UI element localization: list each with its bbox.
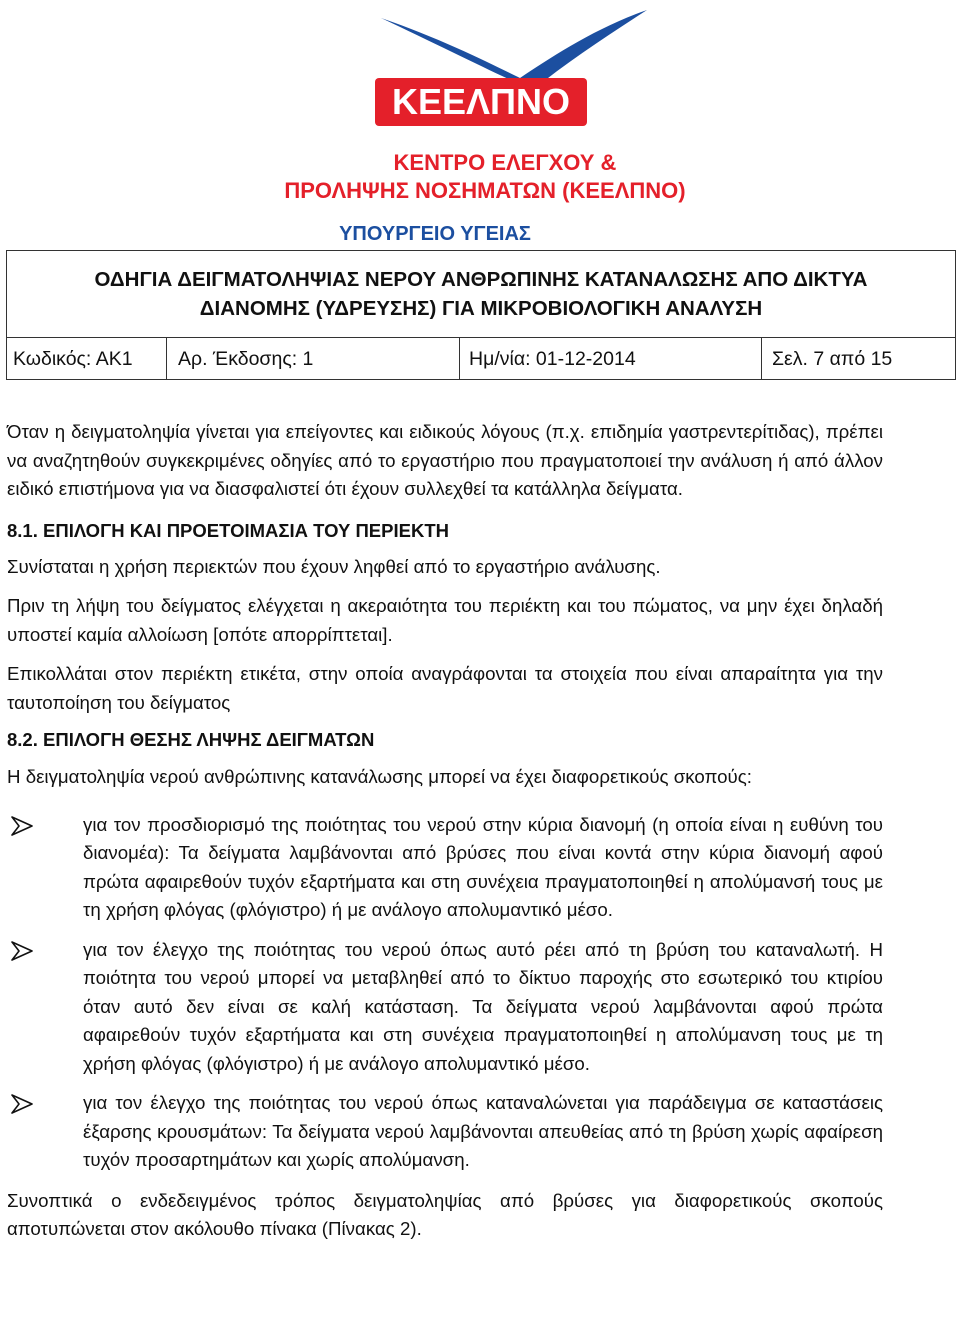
section-heading-8-1: 8.1. ΕΠΙΛΟΓΗ ΚΑΙ ΠΡΟΕΤΟΙΜΑΣΙΑ ΤΟΥ ΠΕΡΙΕΚΤΗ (7, 519, 449, 541)
document-page-number: Σελ. 7 από 15 (772, 348, 893, 370)
document-title-line1: ΟΔΗΓΙΑ ΔΕΙΓΜΑΤΟΛΗΨΙΑΣ ΝΕΡΟΥ ΑΝΘΡΩΠΙΝΗΣ ΚΑΤΑΝΑΛΩΣΗΣ ΑΠΟ ΔΙΚΤΥΑ (94, 268, 868, 291)
arrowhead-bullet-icon (11, 1094, 33, 1114)
list-item-text: για τον έλεγχο της ποιότητας του νερού όπως καταναλώνεται για παράδειγμα σε καταστάσεις έξαρσης κρουσμάτων: Τα δείγματα νερού λαμβάνονται απευθείας από τη βρύση χωρίς αφαίρεση τυχόν προσαρτημάτων και χωρίς απολύμανση. (83, 1092, 883, 1170)
meta-divider (166, 338, 167, 380)
document-code: Κωδικός: ΑΚ1 (13, 348, 133, 370)
document-body (7, 418, 883, 1244)
arrowhead-bullet-icon (11, 816, 33, 836)
document-title (7, 251, 955, 338)
list-item-text: για τον έλεγχο της ποιότητας του νερού όπως αυτό ρέει από τη βρύση του καταναλωτή. Η ποιότητα του νερού μπορεί να μεταβληθεί από το δίκτυο παροχής στο εσωτερικό του κτιρίου όταν αυτό δεν είναι σε καλή κατάσταση. Τα δείγματα νερού λαμβάνονται αφού πρώτα αφαιρεθούν τυχόν εξαρτήματα και στη συνέχεια πραγματοποιηθεί η απολύμανση τους με τη χρήση φλόγας (φλόγιστρο) ή με ανάλογο απολυμαντικό μέσο. (83, 938, 883, 1074)
closing-paragraph: Συνοπτικά ο ενδεδειγμένος τρόπος δειγματοληψίας από βρύσες για διαφορετικούς σκοπούς αποτυπώνεται στον ακόλουθο πίνακα (Πίνακας 2). (7, 1189, 883, 1239)
list-item (7, 811, 883, 925)
document-date: Ημ/νία: 01-12-2014 (469, 348, 636, 370)
logo-org-line2: ΠΡΟΛΗΨΗΣ ΝΟΣΗΜΑΤΩΝ (ΚΕΕΛΠΝΟ) (284, 178, 686, 203)
document-header-table (6, 250, 956, 380)
document-title-line2: ΔΙΑΝΟΜΗΣ (ΥΔΡΕΥΣΗΣ) ΓΙΑ ΜΙΚΡΟΒΙΟΛΟΓΙΚΗ ΑΝΑΛΥΣΗ (199, 297, 763, 320)
list-item-text: για τον προσδιορισμό της ποιότητας του νερού στην κύρια διανομή (η οποία είναι η ευθύνη του διανομέα): Τα δείγματα λαμβάνονται από βρύσες που είναι κοντά στην κύρια διανομή αφού πρώτα αφαιρεθούν τυχόν εξαρτήματα και στη συνέχεια πραγματοποιηθεί η απολύμανσή τους με τη χρήση φλόγας (φλόγιστρο) ή με ανάλογο απολυμαντικό μέσο. (83, 813, 883, 920)
paragraph: Επικολλάται στον περιέκτη ετικέτα, στην οποία αναγράφονται τα στοιχεία που είναι απαραίτητα για την ταυτοποίηση του δείγματος (7, 663, 883, 713)
list-item (7, 1089, 883, 1175)
meta-divider (761, 338, 762, 380)
keelpno-logo (195, 0, 765, 250)
arrowhead-bullet-icon (11, 941, 33, 961)
document-version: Αρ. Έκδοσης: 1 (178, 348, 314, 370)
section-heading-8-2: 8.2. ΕΠΙΛΟΓΗ ΘΕΣΗΣ ΛΗΨΗΣ ΔΕΙΓΜΑΤΩΝ (7, 729, 375, 750)
document-meta-row (7, 338, 955, 380)
meta-divider (459, 338, 460, 380)
logo-org-line1: ΚΕΝΤΡΟ ΕΛΕΓΧΟΥ & (393, 150, 617, 175)
logo-acronym: ΚΕΕΛΠΝΟ (391, 81, 571, 122)
intro-paragraph: Όταν η δειγματοληψία γίνεται για επείγοντες και ειδικούς λόγους (π.χ. επιδημία γαστρεντερίτιδας), πρέπει να αναζητηθούν συγκεκριμένες οδηγίες από το εργαστήριο που πραγματοποιεί την ανάλυση ή από άλλον ειδικό επιστήμονα για να διασφαλιστεί ότι έχουν συλλεχθεί τα κατάλληλα δείγματα. (7, 421, 883, 499)
paragraph: Η δειγματοληψία νερού ανθρώπινης κατανάλωσης μπορεί να έχει διαφορετικούς σκοπούς: (7, 766, 752, 787)
list-item (7, 936, 883, 1079)
paragraph: Συνίσταται η χρήση περιεκτών που έχουν ληφθεί από το εργαστήριο ανάλυσης. (7, 555, 661, 577)
paragraph: Πριν τη λήψη του δείγματος ελέγχεται η ακεραιότητα του περιέκτη και του πώματος, να μην έχει δηλαδή υποστεί καμία αλλοίωση [οπότε απορρίπτεται]. (7, 595, 883, 645)
logo-ministry: ΥΠΟΥΡΓΕΙΟ ΥΓΕΙΑΣ (339, 223, 531, 245)
